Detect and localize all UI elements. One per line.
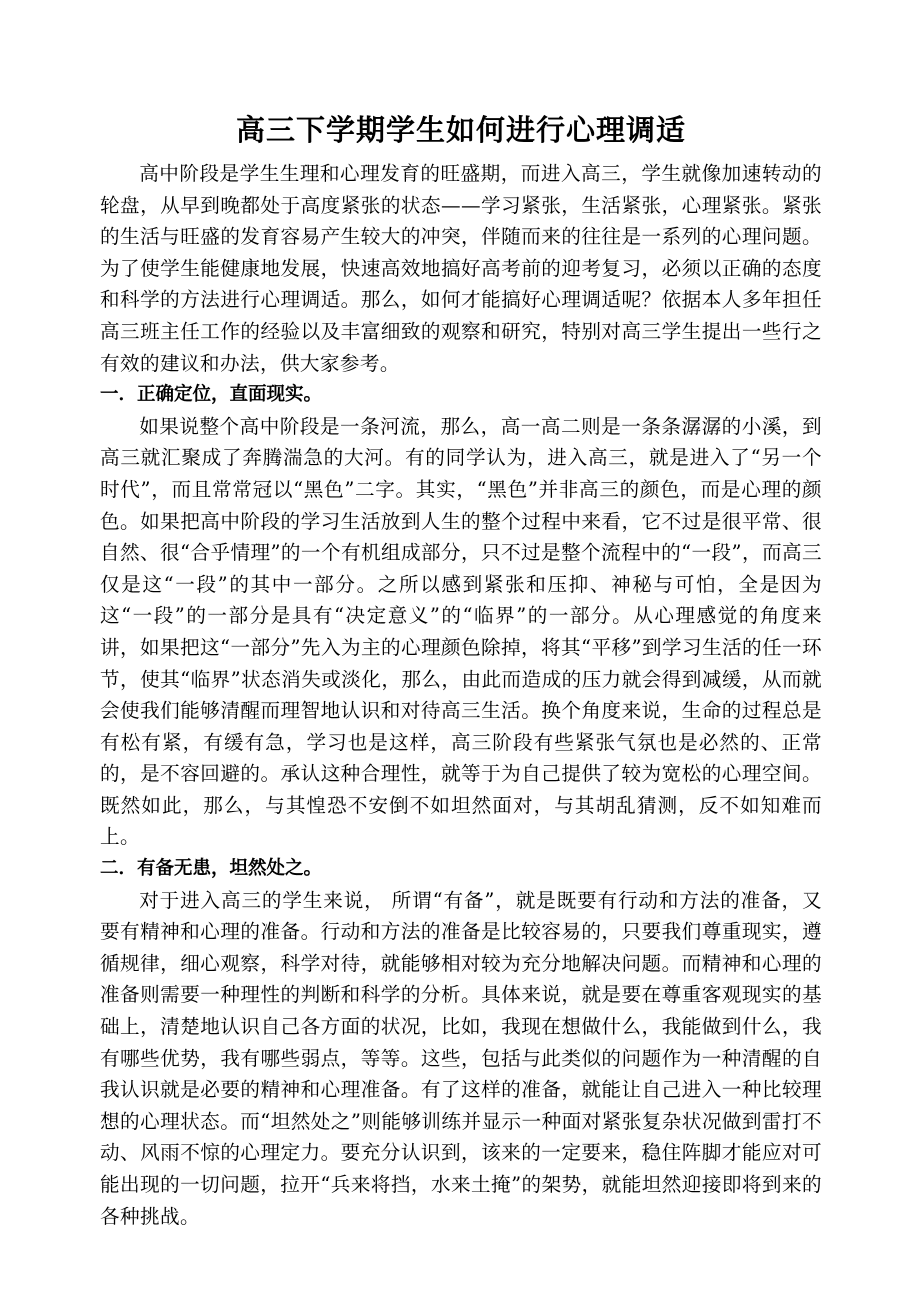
section-heading-1: 一．正确定位，直面现实。 bbox=[100, 384, 323, 406]
intro-paragraph: 高中阶段是学生生理和心理发育的旺盛期，而进入高三，学生就像加速转动的轮盘，从早到晚都处于高度紧张的状态——学习紧张，生活紧张，心理紧张。紧张的生活与旺盛的发育容易产生较大的冲突，伴随而来的往往是一系列的心理问题。为了使学生能健康地发展，快速高效地搞好高考前的迎考复习，必须以正确的态度和科学的方法进行心理调适。那么，如何才能搞好心理调适呢？依据本人多年担任高三班主任工作的经验以及丰富细致的观察和研究，特别对高三学生提出一些行之有效的建议和办法，供大家参考。 bbox=[100, 162, 822, 375]
section-body-1: 如果说整个高中阶段是一条河流，那么，高一高二则是一条条潺潺的小溪，到高三就汇聚成了奔腾湍急的大河。有的同学认为，进入高三，就是进入了“另一个时代”，而且常常冠以“黑色”二字。其实，“黑色”并非高三的颜色，而是心理的颜色。如果把高中阶段的学习生活放到人生的整个过程中来看，它不过是很平常、很自然、很“合乎情理”的一个有机组成部分，只不过是整个流程中的“一段”，而高三仅是这“一段”的其中一部分。之所以感到紧张和压抑、神秘与可怕，全是因为这“一段”的一部分是具有“决定意义”的“临界”的一部分。从心理感觉的角度来讲，如果把这“一部分”先入为主的心理颜色除掉，将其“平移”到学习生活的任一环节，使其“临界”状态消失或淡化，那么，由此而造成的压力就会得到减缓，从而就会使我们能够清醒而理智地认识和对待高三生活。换个角度来说，生命的过程总是有松有紧，有缓有急，学习也是这样，高三阶段有些紧张气氛也是必然的、正常的，是不容回避的。承认这种合理性，就等于为自己提供了较为宽松的心理空间。既然如此，那么，与其惶恐不安倒不如坦然面对，与其胡乱猜测，反不如知难而上。 bbox=[100, 414, 822, 849]
section-body-2: 对于进入高三的学生来说， 所谓“有备”，就是既要有行动和方法的准备，又要有精神和心理的准备。行动和方法的准备是比较容易的，只要我们尊重现实，遵循规律，细心观察，科学对待，就能够相对较为充分地解决问题。而精神和心理的准备则需要一种理性的判断和科学的分析。具体来说，就是要在尊重客观现实的基础上，清楚地认识自己各方面的状况，比如，我现在想做什么，我能做到什么，我有哪些优势，我有哪些弱点，等等。这些，包括与此类似的问题作为一种清醒的自我认识就是必要的精神和心理准备。有了这样的准备，就能让自己进入一种比较理想的心理状态。而“坦然处之”则能够训练并显示一种面对紧张复杂状况做到雷打不动、风雨不惊的心理定力。要充分认识到，该来的一定要来，稳住阵脚才能应对可能出现的一切问题，拉开“兵来将挡，水来土掩”的架势，就能坦然迎接即将到来的各种挑战。 bbox=[100, 888, 822, 1228]
section-heading-2: 二．有备无患，坦然处之。 bbox=[100, 858, 323, 880]
document-title: 高三下学期学生如何进行心理调适 bbox=[235, 113, 686, 147]
